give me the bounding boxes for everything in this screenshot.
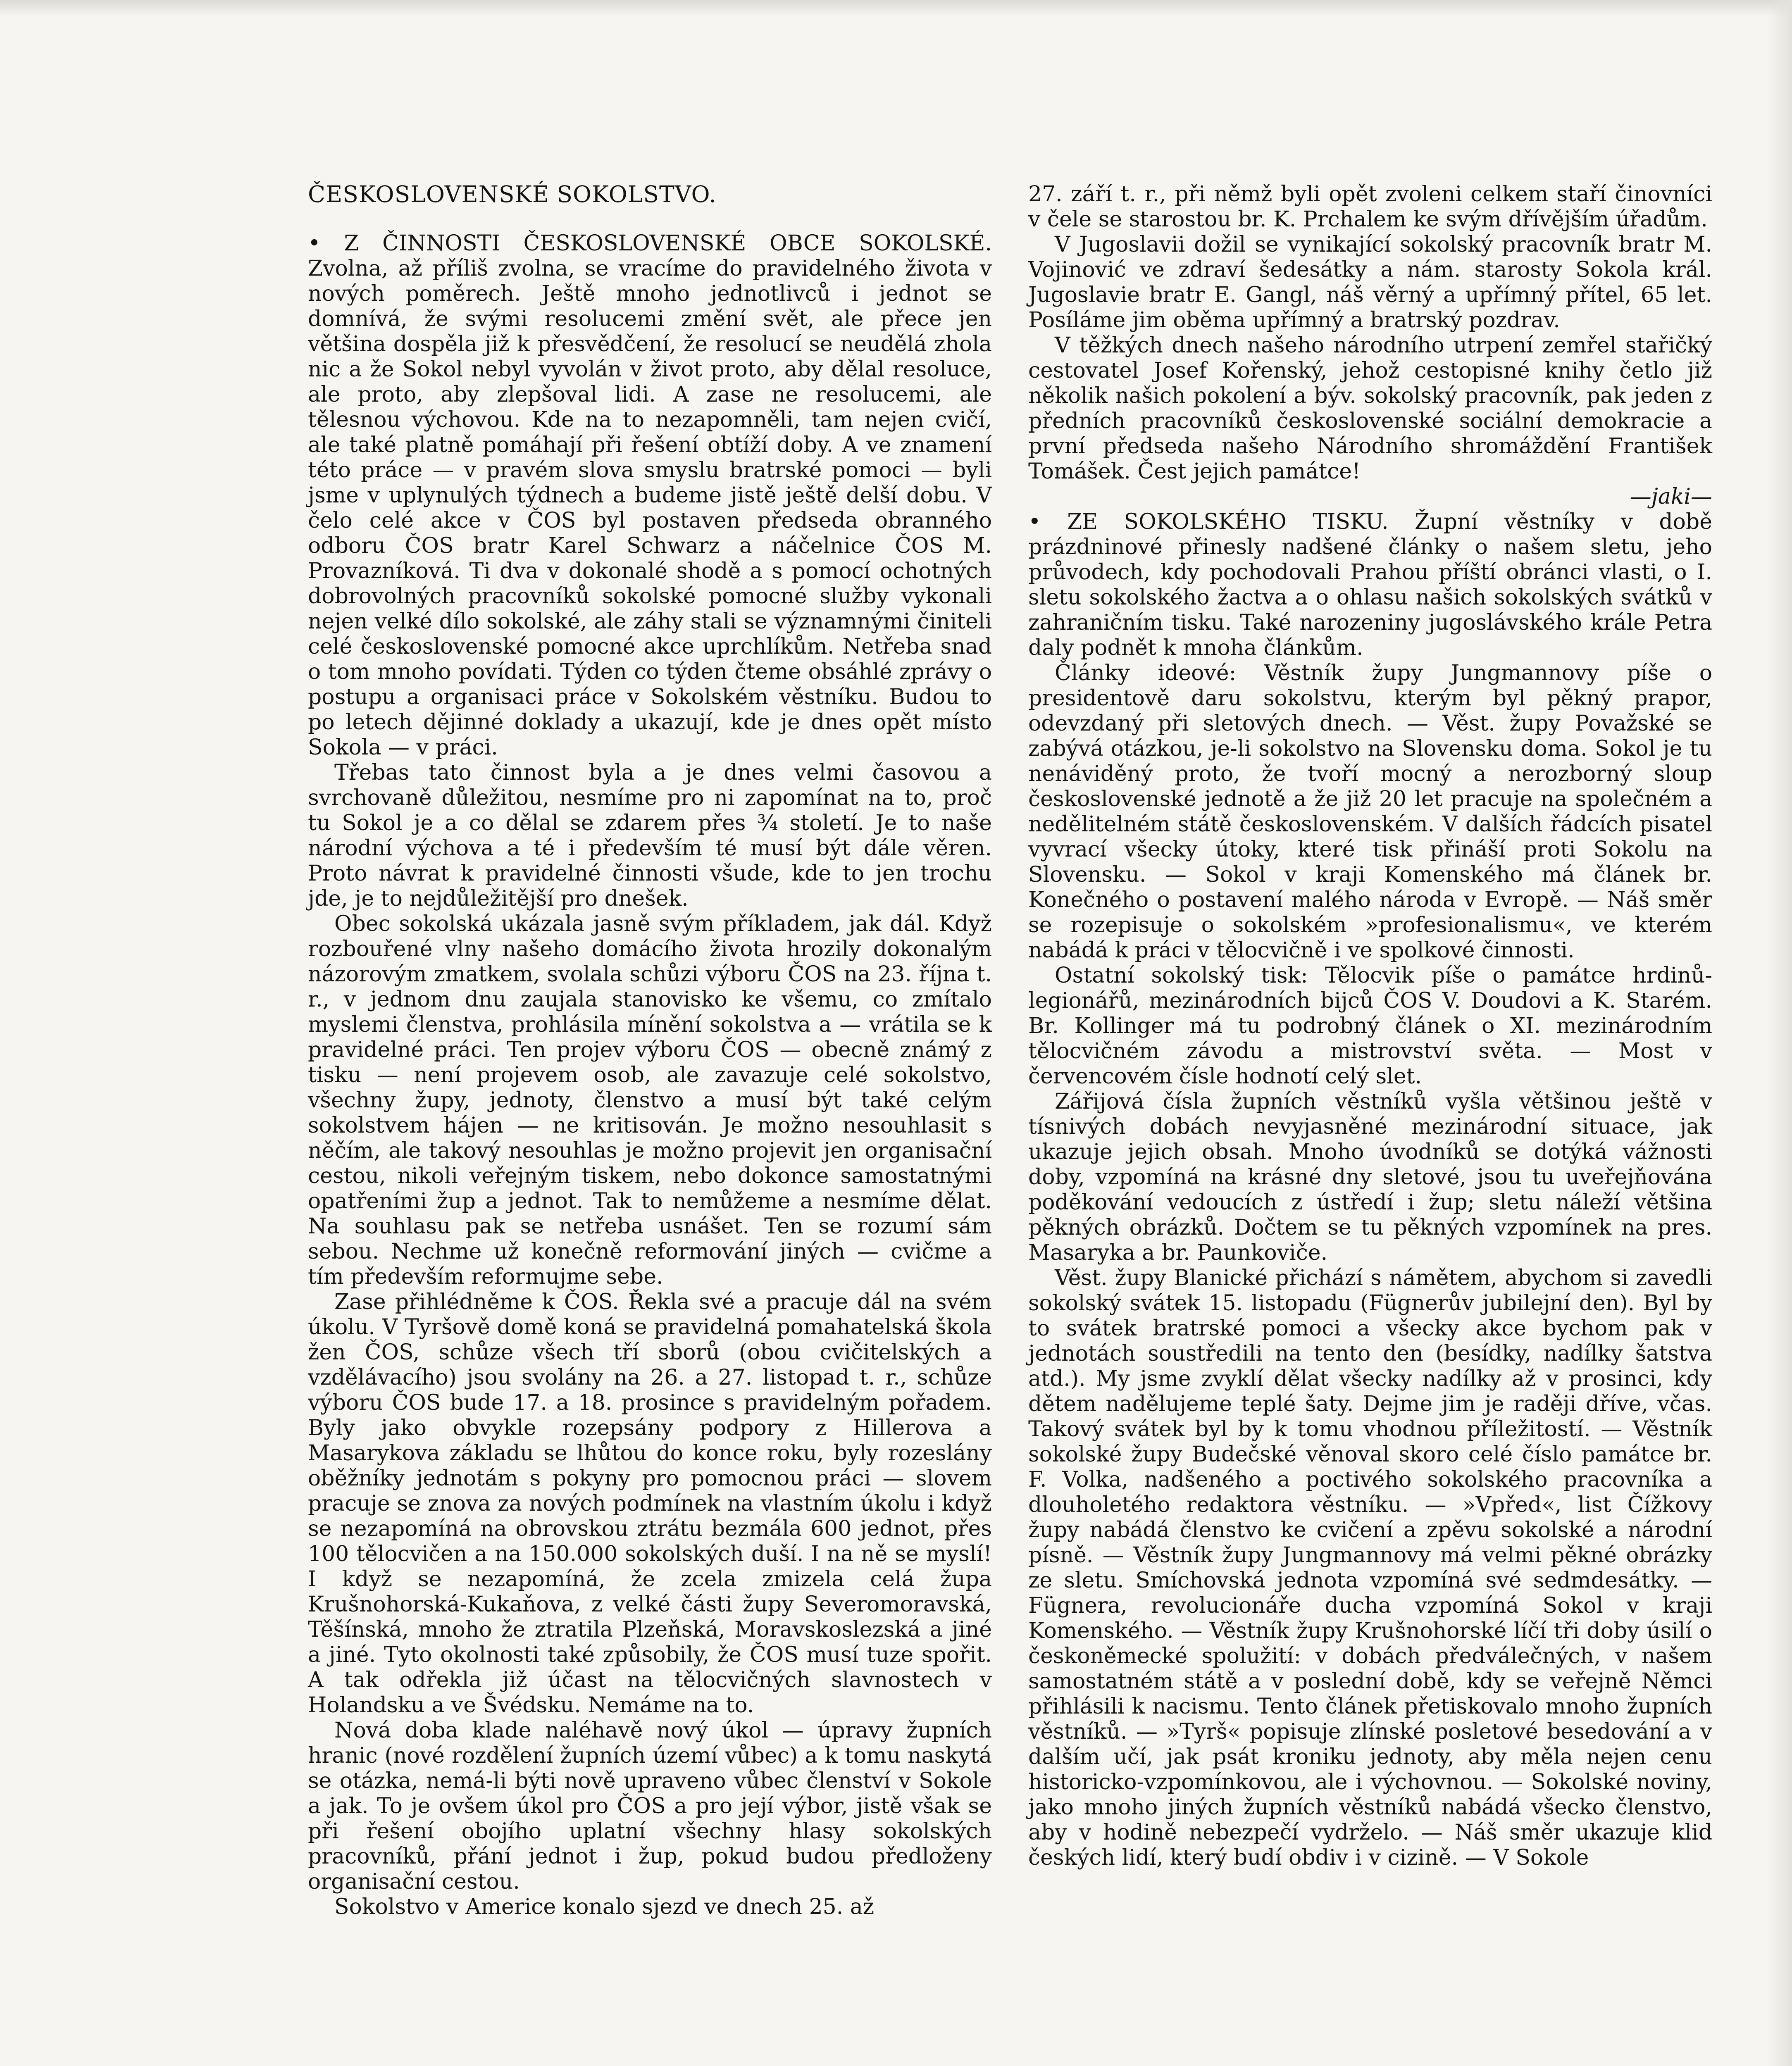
scan-edge	[0, 0, 1792, 17]
paragraph: Nová doba klade naléhavě nový úkol — úpravy župních hranic (nové rozdělení župních území vůbec) a k tomu naskytá se otázka, nemá-li býti nově upraveno vůbec členství v Sokole a jak. To je ovšem úkol pro ČOS a pro její výbor, jistě však se při řešení obojího uplatní všechny hlasy sokolských pracovníků, přání jednot i žup, pokud budou předloženy organisační cestou.	[308, 1718, 992, 1894]
paragraph: Třebas tato činnost byla a je dnes velmi časovou a svrchovaně důležitou, nesmíme pro ni zapomínat na to, proč tu Sokol je a co dělal se zdarem přes ¾ století. Je to naše národní výchova a té i především té musí být dále věren. Proto návrat k pravidelné činnosti všude, kde to jen trochu jde, je to nejdůležitější pro dnešek.	[308, 760, 992, 911]
paragraph: Obec sokolská ukázala jasně svým příkladem, jak dál. Když rozbouřené vlny našeho domácího života hrozily dokonalým názorovým zmatkem, svolala schůzi výboru ČOS na 23. října t. r., v jednom dnu zaujala stanovisko ke všemu, co zmítalo myslemi členstva, prohlásila mínění sokolstva a — vrátila se k pravidelné práci. Ten projev výboru ČOS — obecně známý z tisku — není projevem osob, ale zavazuje celé sokolstvo, všechny župy, jednoty, členstvo a musí být také celým sokolstvem hájen — ne kritisován. Je možno nesouhlasit s něčím, ale takový nesouhlas je možno projevit jen organisační cestou, nikoli veřejným tiskem, nebo dokonce samostatnými opatřeními žup a jednot. Tak to nemůžeme a nesmíme dělat. Na souhlasu pak se netřeba usnášet. Ten se rozumí sám sebou. Nechme už konečně reformování jiných — cvičme a tím především reformujme sebe.	[308, 912, 992, 1289]
paragraph: V Jugoslavii dožil se vynikající sokolský pracovník bratr M. Vojinović ve zdraví šedesátky a nám. starosty Sokola král. Jugoslavie bratr E. Gangl, náš věrný a upřímný přítel, 65 let. Posíláme jim oběma upřímný a bratrský pozdrav.	[1028, 232, 1712, 333]
paragraph: Věst. župy Blanické přichází s námětem, abychom si zavedli sokolský svátek 15. listopadu (Fügnerův jubilejní den). Byl by to svátek bratrské pomoci a všecky akce bychom pak v jednotách soustředili na tento den (besídky, nadílky šatstva atd.). My jsme zvyklí dělat všecky nadílky až v prosinci, kdy dětem nadělujeme teplé šaty. Dejme jim je raději dříve, včas. Takový svátek byl by k tomu vhodnou příležitostí. — Věstník sokolské župy Budečské věnoval skoro celé číslo památce br. F. Volka, nadšeného a poctivého sokolského pracovníka a dlouholetého redaktora věstníku. — »Vpřed«, list Čížkovy župy nabádá členstvo ke cvičení a zpěvu sokolské a národní písně. — Věstník župy Jungmannovy má velmi pěkné obrázky ze sletu. Smíchovská jednota vzpomíná své sedmdesátky. — Fügnera, revolucionáře ducha vzpomíná Sokol v kraji Komenského. — Věstník župy Krušnohorské líčí tři doby úsilí o českoněmecké spolužití: v dobách předválečných, v našem samostatném státě a v poslední době, kdy se veřejně Němci přihlásili k nacismu. Tento článek přetiskovalo mnoho župních věstníků. — »Tyrš« popisuje zlínské posletové besedování a v dalším učí, jak psát kroniku jednoty, aby měla nejen cenu historicko-vzpomínkovou, ale i výchovnou. — Sokolské noviny, jako mnoho jiných župních věstníků nabádá všecko členstvo, aby v hodině nebezpečí vydrželo. — Náš směr ukazuje klid českých lidí, který budí obdiv i v cizině. — V Sokole	[1028, 1266, 1712, 1870]
right-column	[1028, 182, 1712, 1871]
paragraph: V těžkých dnech našeho národního utrpení zemřel stařičký cestovatel Josef Kořenský, jehož cestopisné knihy četlo již několik našich pokolení a býv. sokolský pracovník, pak jeden z předních pracovníků československé sociální demokracie a první předseda našeho Národního shromáždění František Tomášek. Čest jejich památce!	[1028, 333, 1712, 484]
section-title: ČESKOSLOVENSKÉ SOKOLSTVO.	[308, 181, 717, 207]
scan-edge	[1767, 0, 1792, 2066]
paragraph: Zářijová čísla župních věstníků vyšla většinou ještě v tísnivých dobách nevyjasněné mezinárodní situace, jak ukazuje jejich obsah. Mnoho úvodníků se dotýká vážnosti doby, vzpomíná na krásné dny sletové, jsou tu uveřejňována poděkování vedoucích z ústředí i žup; sletu náleží většina pěkných obrázků. Dočtem se tu pěkných vzpomínek na pres. Masaryka a br. Paunkoviče.	[1028, 1089, 1712, 1265]
paragraph: 27. září t. r., při němž byli opět zvoleni celkem staří činovníci v čele se starostou br. K. Prchalem ke svým dřívějším úřadům.	[1028, 182, 1712, 232]
left-column	[308, 182, 992, 1920]
paragraph: • Z ČINNOSTI ČESKOSLOVENSKÉ OBCE SOKOLSKÉ. Zvolna, až příliš zvolna, se vracíme do pravidelného života v nových poměrech. Ještě mnoho jednotlivců i jednot se domnívá, že svými resolucemi změní svět, ale přece jen většina dospěla již k přesvědčení, že resolucí se neudělá zhola nic a že Sokol nebyl vyvolán v život proto, aby dělal resoluce, ale proto, aby zlepšoval lidi. A zase ne resolucemi, ale tělesnou výchovou. Kde na to nezapomněli, tam nejen cvičí, ale také platně pomáhají při řešení obtíží doby. A ve znamení této práce — v pravém slova smyslu bratrské pomoci — byli jsme v uplynulých týdnech a budeme jistě ještě delší dobu. V čelo celé akce v ČOS byl postaven předseda obranného odboru ČOS bratr Karel Schwarz a náčelnice ČOS M. Provazníková. Ti dva v dokonalé shodě a s pomocí ochotných dobrovolných pracovníků sokolské pomocné služby vykonali nejen velké dílo sokolské, ale záhy stali se významnými činiteli celé československé pomocné akce uprchlíkům. Netřeba snad o tom mnoho povídati. Týden co týden čteme obsáhlé zprávy o postupu a organisaci práce v Sokolském věstníku. Budou to po letech dějinné doklady a ukazují, kde je dnes opět místo Sokola — v práci.	[308, 231, 992, 760]
author-signature: —jaki—	[1630, 484, 1712, 509]
paragraph: Sokolstvo v Americe konalo sjezd ve dnech 25. až	[334, 1895, 875, 1919]
paragraph: Ostatní sokolský tisk: Tělocvik píše o památce hrdinů-legionářů, mezinárodních bijců ČOS V. Doudovi a K. Starém. Br. Kollinger má tu podrobný článek o XI. mezinárodním tělocvičném závodu a mistrovství světa. — Most v červencovém čísle hodnotí celý slet.	[1028, 963, 1712, 1089]
paragraph: Články ideové: Věstník župy Jungmannovy píše o presidentově daru sokolstvu, kterým byl pěkný prapor, odevzdaný při sletových dnech. — Věst. župy Považské se zabývá otázkou, je-li sokolstvo na Slovensku doma. Sokol je tu nenáviděný proto, že tvoří mocný a nerozborný sloup československé jednotě a že již 20 let pracuje na společném a nedělitelném státě československém. V dalších řádcích pisatel vyvrací všecky útoky, které tisk přináší proti Sokolu na Slovensku. — Sokol v kraji Komenského má článek br. Konečného o postavení malého národa v Evropě. — Náš směr se rozepisuje o sokolském »profesionalismu«, ve kterém nabádá k práci v tělocvičně i ve spolkové činnosti.	[1028, 661, 1712, 963]
paragraph: Zase přihlédněme k ČOS. Řekla své a pracuje dál na svém úkolu. V Tyršově domě koná se pravidelná pomahatelská škola žen ČOS, schůze všech tří sborů (obou cvičitelských a vzdělávacího) jsou svolány na 26. a 27. listopad t. r., schůze výboru ČOS bude 17. a 18. prosince s pravidelným pořadem. Byly jako obvykle rozepsány podpory z Hillerova a Masarykova základu se lhůtou do konce roku, byly rozeslány oběžníky jednotám s pokyny pro pomocnou práci — slovem pracuje se znova za nových podmínek na vlastním úkolu i když se nezapomíná na obrovskou ztrátu bezmála 600 jednot, přes 100 tělocvičen a na 150.000 sokolských duší. I na ně se myslí! I když se nezapomíná, že zcela zmizela celá župa Krušnohorská-Kukaňova, z velké části župy Severomoravská, Těšínská, mnoho že ztratila Plzeňská, Moravskoslezská a jiné a jiné. Tyto okolnosti také způsobily, že ČOS musí tuze spořit. A tak odřekla již účast na tělocvičných slavnostech v Holandsku a ve Švédsku. Nemáme na to.	[308, 1290, 992, 1718]
paragraph: • ZE SOKOLSKÉHO TISKU. Župní věstníky v době prázdninové přinesly nadšené články o našem sletu, jeho průvodech, kdy pochodovali Prahou příští obránci vlasti, o I. sletu sokolského žactva a o ohlasu našich sokolských svátků v zahraničním tisku. Také narozeniny jugoslávského krále Petra daly podnět k mnoha článkům.	[1028, 509, 1712, 660]
